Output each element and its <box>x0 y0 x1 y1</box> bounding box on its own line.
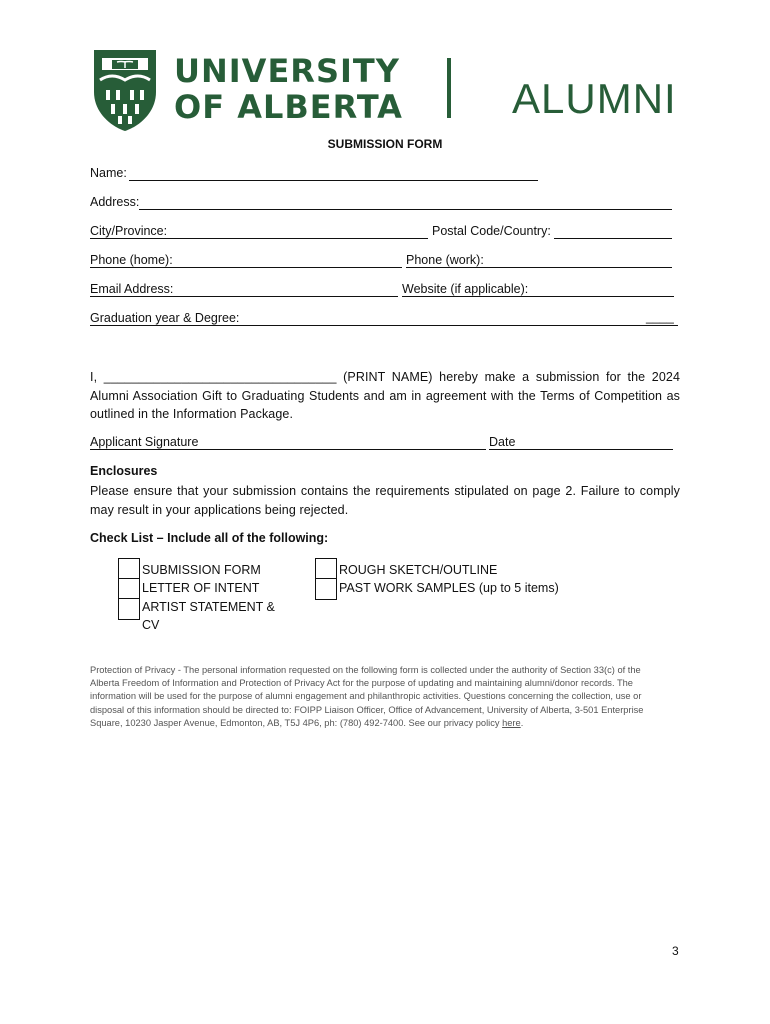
city-label: City/Province: <box>90 224 168 238</box>
signature-field[interactable] <box>90 449 486 450</box>
graduation-label: Graduation year & Degree: <box>90 311 240 325</box>
postal-label: Postal Code/Country: <box>432 224 551 238</box>
university-name-line1: UNIVERSITY <box>174 52 400 90</box>
checkbox-artist-statement[interactable] <box>118 598 140 620</box>
graduation-field[interactable] <box>90 325 678 326</box>
enclosures-text: Please ensure that your submission contains the requirements stipulated on page 2. Failure to comply may result in your applications being rejected. <box>90 484 680 517</box>
checklist-heading: Check List – Include all of the following: <box>90 531 329 545</box>
checkbox-submission-form[interactable] <box>118 558 140 580</box>
phone-home-field[interactable] <box>90 267 402 268</box>
checklist-item-letter-of-intent: LETTER OF INTENT <box>142 581 260 595</box>
declaration-text: (PRINT NAME) hereby make a submission for the 2024 Alumni Association Gift to Graduating Students and am in agreement with the Terms of Competition as outlined in the Information Package. <box>90 370 680 421</box>
university-name-line2: OF ALBERTA <box>174 88 403 126</box>
city-field[interactable] <box>90 238 428 239</box>
name-field[interactable] <box>129 180 538 181</box>
address-field[interactable] <box>139 209 672 210</box>
phone-work-field[interactable] <box>406 267 672 268</box>
phone-work-label: Phone (work): <box>406 253 484 267</box>
checklist-item-artist-statement: ARTIST STATEMENT & <box>142 600 275 614</box>
alumni-wordmark: ALUMNI <box>512 75 677 122</box>
checkbox-past-work-samples[interactable] <box>315 578 337 600</box>
logo-divider <box>447 58 451 118</box>
date-label: Date <box>489 435 516 449</box>
form-title: SUBMISSION FORM <box>327 137 443 151</box>
website-field[interactable] <box>402 296 674 297</box>
email-field[interactable] <box>90 296 398 297</box>
email-label: Email Address: <box>90 282 174 296</box>
phone-home-label: Phone (home): <box>90 253 173 267</box>
enclosures-heading: Enclosures <box>90 464 158 478</box>
checklist-item-submission-form: SUBMISSION FORM <box>142 563 261 577</box>
checklist-item-rough-sketch: ROUGH SKETCH/OUTLINE <box>339 563 498 577</box>
checklist-item-cv: CV <box>142 618 160 632</box>
name-label: Name: <box>90 166 127 180</box>
signature-label: Applicant Signature <box>90 435 199 449</box>
date-field[interactable] <box>489 449 673 450</box>
postal-field[interactable] <box>554 238 672 239</box>
checkbox-letter-of-intent[interactable] <box>118 578 140 600</box>
university-crest-icon <box>92 48 158 132</box>
checklist-item-past-work-samples: PAST WORK SAMPLES (up to 5 items) <box>339 581 559 595</box>
checkbox-rough-sketch[interactable] <box>315 558 337 580</box>
print-name-blank[interactable]: _________________________________ <box>103 370 337 384</box>
page-number: 3 <box>672 944 679 958</box>
graduation-trailing: ____ <box>646 310 674 324</box>
privacy-notice <box>90 664 668 730</box>
declaration-prefix: I, <box>90 370 98 384</box>
privacy-text: Protection of Privacy - The personal information requested on the following form is collected under the authority of Section 33(c) of the Alberta Freedom of Information and Protection of Privacy Act for the purpose of updating and maintaining alumni/donor records. The information will be used for the purpose of alumni engagement and philanthropic activities. Questions concerning the collection, use or disposal of this information should be directed to: FOIPP Liaison Officer, Office of Advancement, University of Alberta, 3-501 Enterprise Square, 10230 Jasper Avenue, Edmonton, AB, T5J 4P6, ph: (780) 492-7400. See our privacy policy <box>90 665 644 728</box>
website-label: Website (if applicable): <box>402 282 529 296</box>
address-label: Address: <box>90 195 140 209</box>
privacy-policy-link[interactable]: here <box>502 717 521 728</box>
privacy-end: . <box>520 717 524 728</box>
declaration-paragraph <box>90 368 680 424</box>
